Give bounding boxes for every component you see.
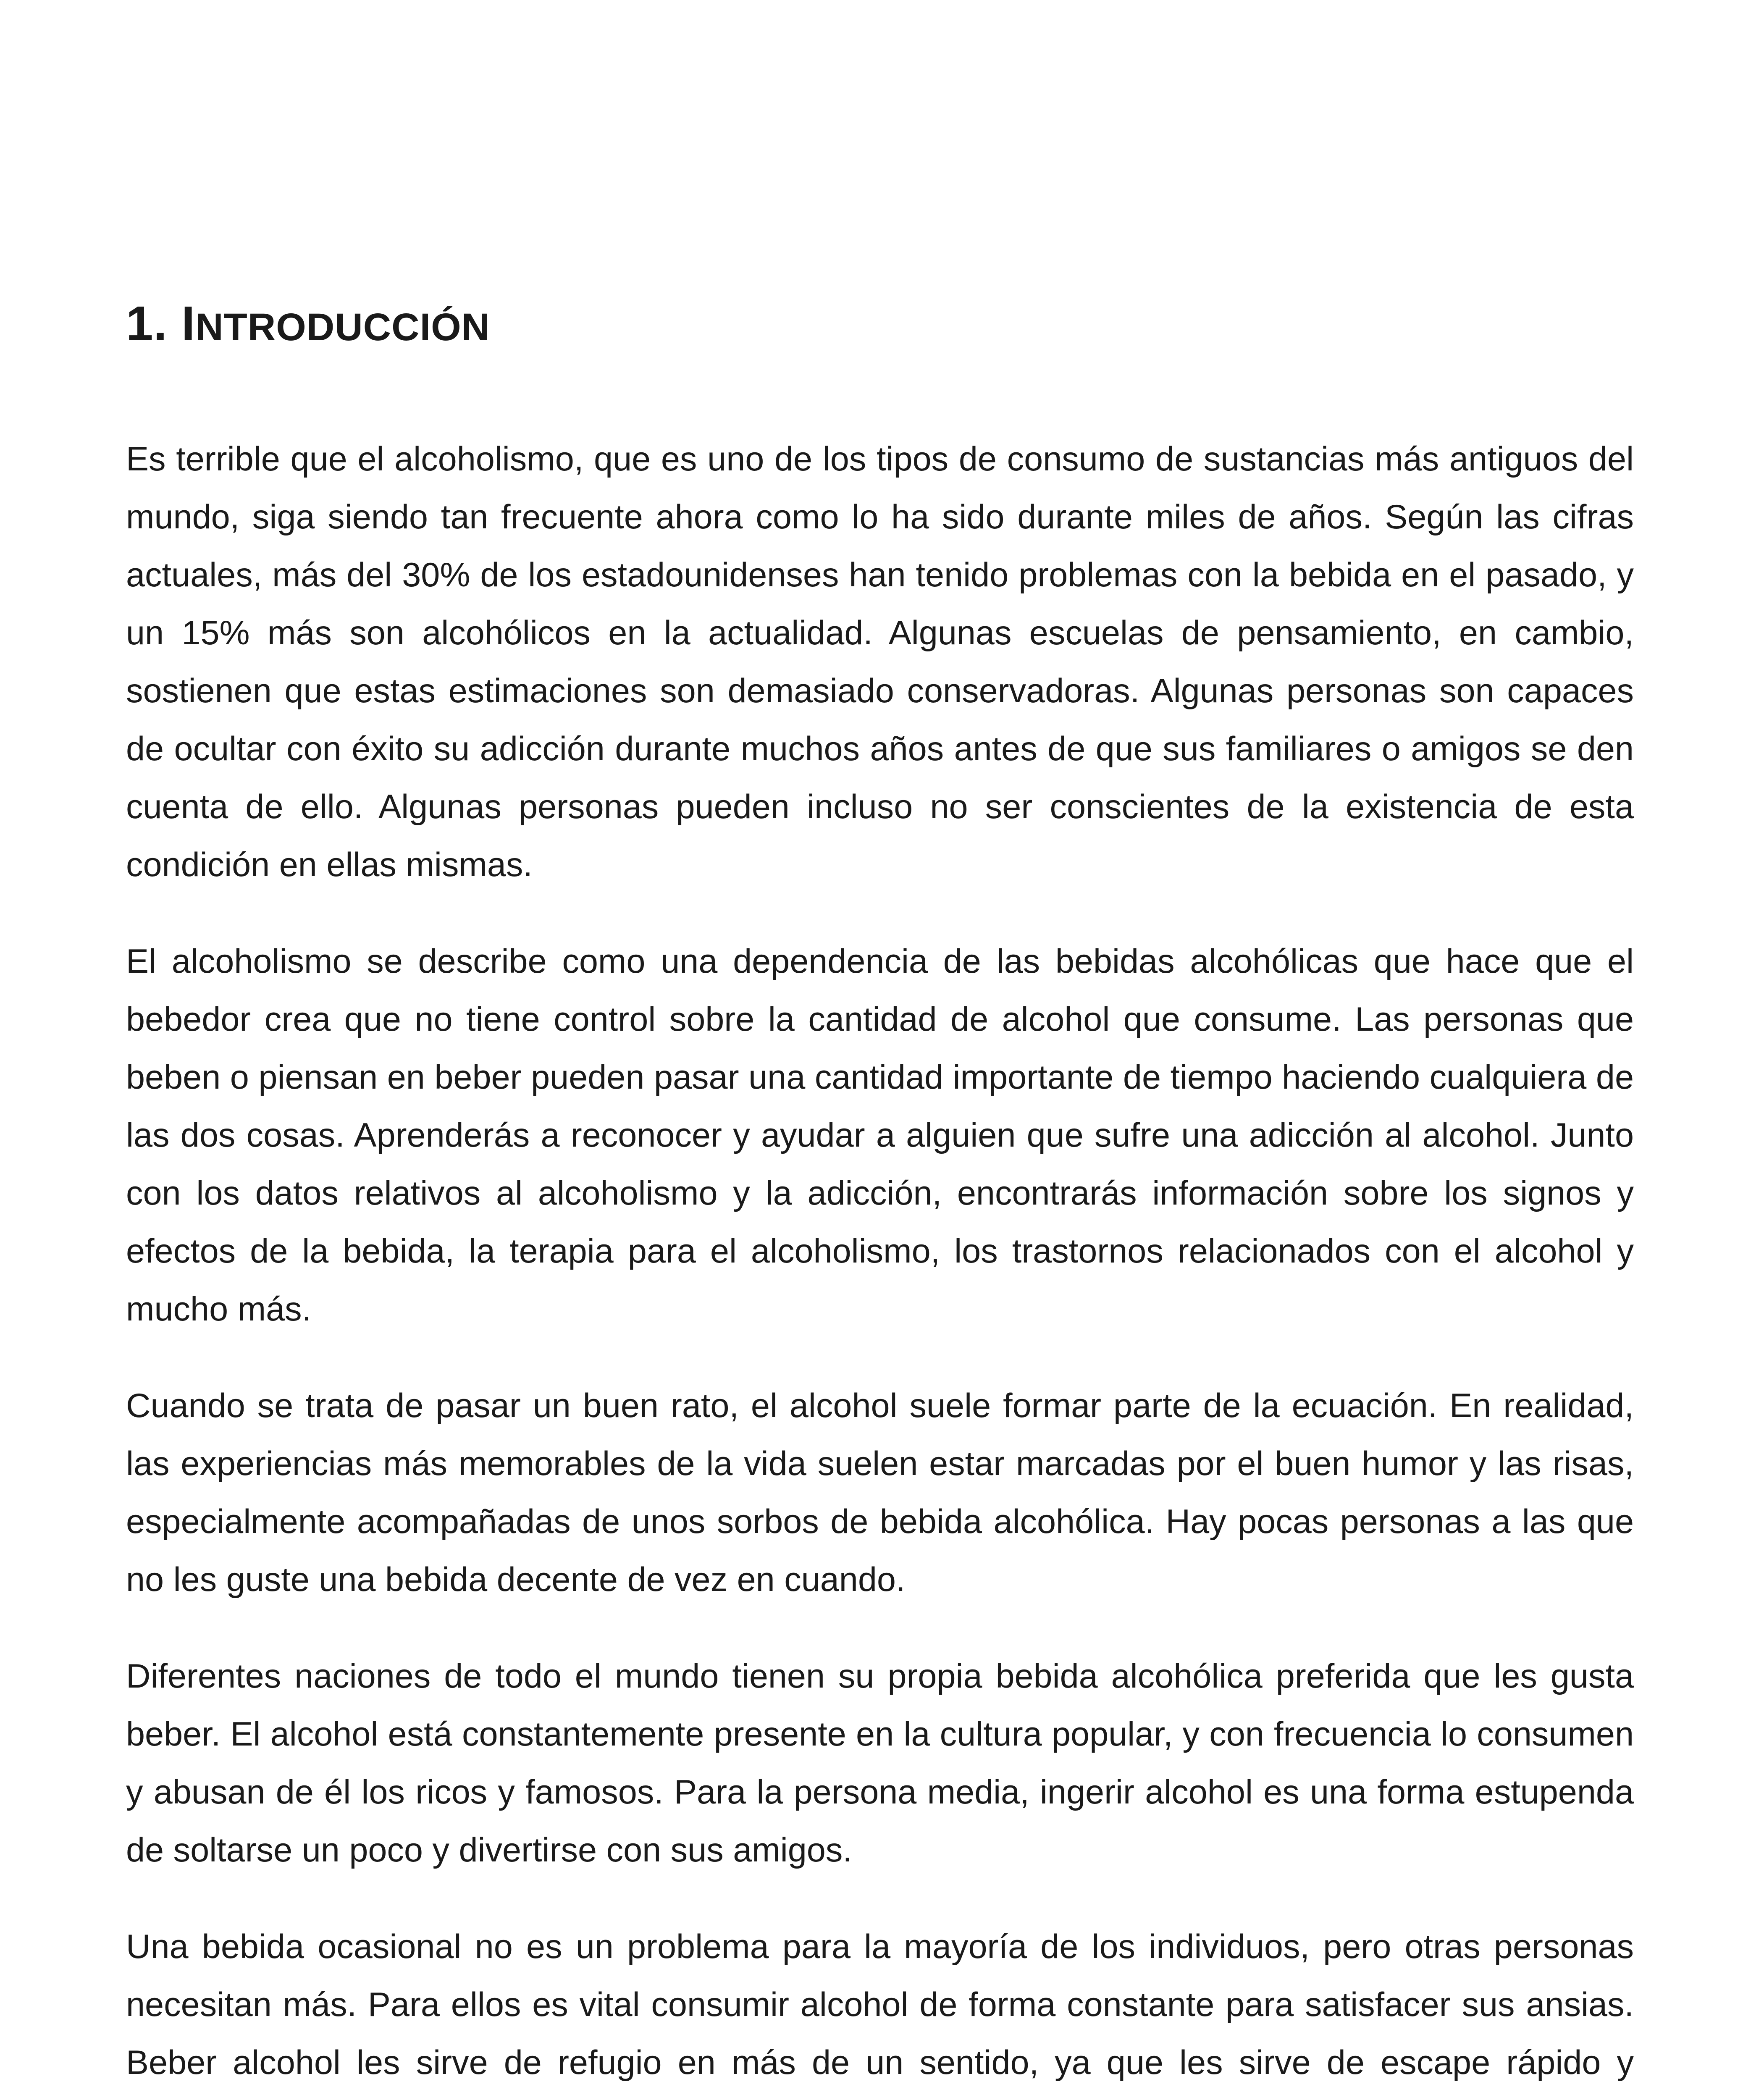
paragraph-5: Una bebida ocasional no es un problema para la mayoría de los individuos, pero otras personas necesitan más. Para ellos es vital consumir alcohol de forma constante para satisfacer sus ansias. Beber alcohol les sirve de refugio en más de un sentido, ya que les sirve de escape rápido y [126, 1928, 1634, 2082]
paragraph-4: Diferentes naciones de todo el mundo tienen su propia bebida alcohólica preferida que les gusta beber. El alcohol está constantemente presente en la cultura popular, y con frecuencia lo consumen y abusan de él los ricos y famosos. Para la persona media, ingerir alcohol es una forma estupenda de soltarse un poco y divertirse con sus amigos. [126, 1657, 1634, 1869]
section-number: 1. [126, 296, 168, 351]
heading-rest: NTRODUCCIÓN [195, 306, 490, 349]
page-content [126, 294, 1634, 2100]
paragraph-1: Es terrible que el alcoholismo, que es uno de los tipos de consumo de sustancias más antiguos del mundo, siga siendo tan frecuente ahora como lo ha sido durante miles de años. Según las cifras actuales, más del 30% de los estadounidenses han tenido problemas con la bebida en el pasado, y un 15% más son alcohólicos en la actualidad. Algunas escuelas de pensamiento, en cambio, sostienen que estas estimaciones son demasiado conservadoras. Algunas personas son capaces de ocultar con éxito su adicción durante muchos años antes de que sus familiares o amigos se den cuenta de ello. Algunas personas pueden incluso no ser conscientes de la existencia de esta condición en ellas mismas. [126, 440, 1634, 884]
paragraph-2: El alcoholismo se describe como una dependencia de las bebidas alcohólicas que hace que el bebedor crea que no tiene control sobre la cantidad de alcohol que consume. Las personas que beben o piensan en beber pueden pasar una cantidad importante de tiempo haciendo cualquiera de las dos cosas. Aprenderás a reconocer y ayudar a alguien que sufre una adicción al alcohol. Junto con los datos relativos al alcoholismo y la adicción, encontrarás información sobre los signos y efectos de la bebida, la terapia para el alcoholismo, los trastornos relacionados con el alcohol y mucho más. [126, 942, 1634, 1328]
paragraph-3: Cuando se trata de pasar un buen rato, el alcohol suele formar parte de la ecuación. En realidad, las experiencias más memorables de la vida suelen estar marcadas por el buen humor y las risas, especialmente acompañadas de unos sorbos de bebida alcohólica. Hay pocas personas a las que no les guste una bebida decente de vez en cuando. [126, 1387, 1634, 1599]
section-heading [126, 294, 1634, 357]
heading-initial: I [181, 296, 196, 351]
